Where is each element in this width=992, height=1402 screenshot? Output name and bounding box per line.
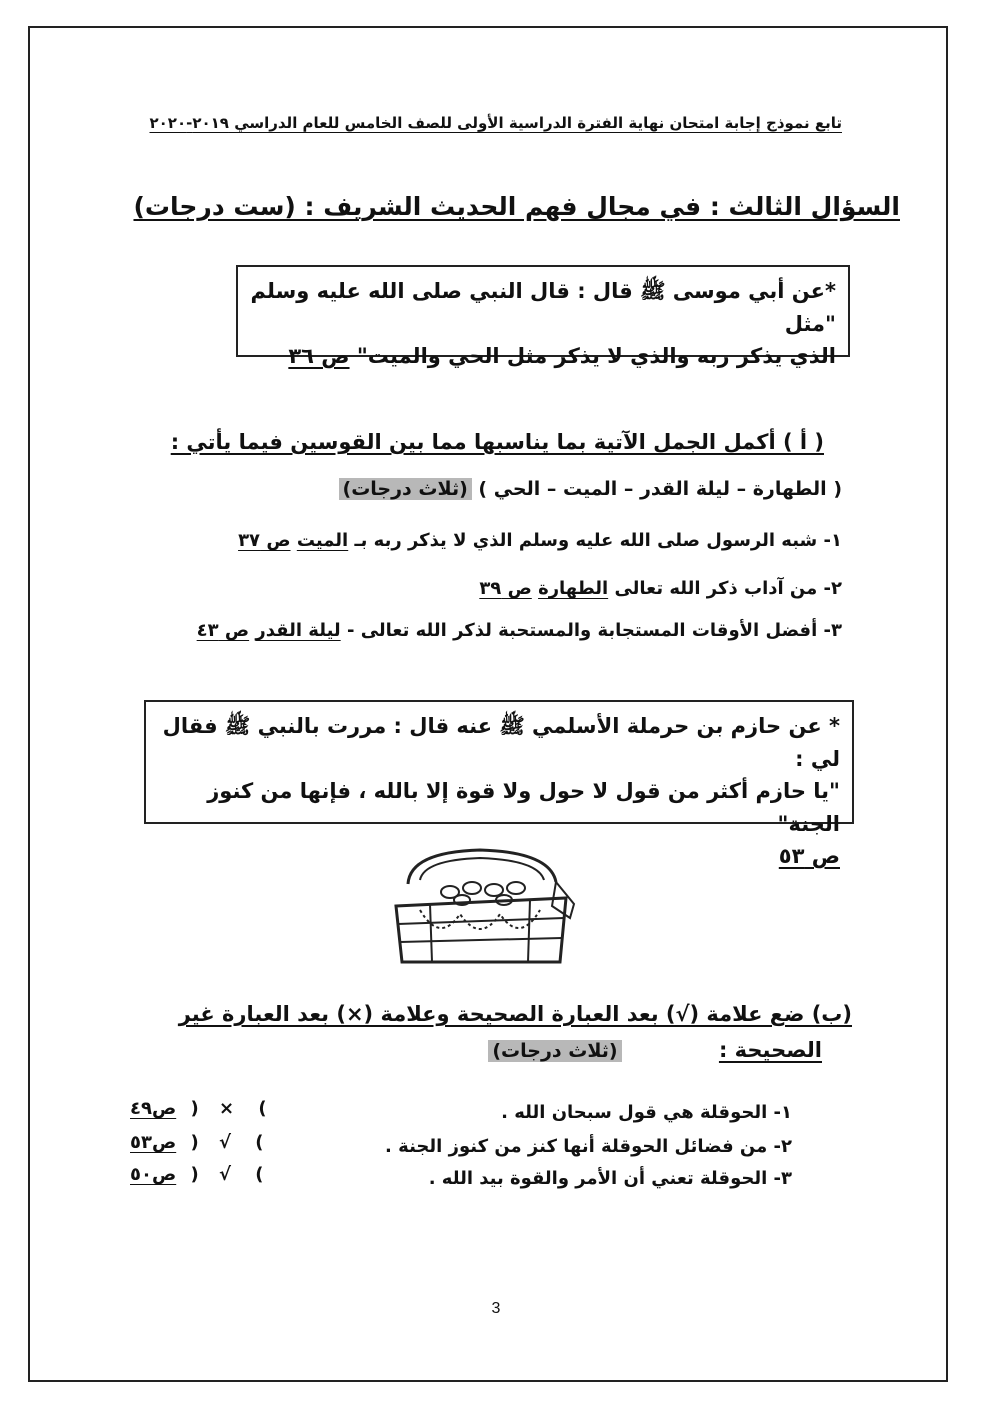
open-paren: ) xyxy=(190,1132,199,1153)
part-b-title-line2-row xyxy=(488,1038,822,1062)
hadith2-line1: * عن حازم بن حرملة الأسلمي ﷺ عنه قال : مررت بالنبي ﷺ فقال لي : xyxy=(162,714,840,771)
item-ref: ص ٣٩ xyxy=(479,578,532,599)
part-b-item-1-answer xyxy=(130,1098,280,1119)
open-paren: ) xyxy=(190,1164,199,1185)
close-paren: ( xyxy=(258,1098,267,1119)
item-ref: ص ٣٧ xyxy=(238,530,291,551)
hadith2-line2: "يا حازم أكثر من قول لا حول ولا قوة إلا بالله ، فإنها من كنوز الجنة" xyxy=(207,779,840,836)
part-b-item-2-text: ٢- من فضائل الحوقلة أنها كنز من كنوز الجنة . xyxy=(385,1136,792,1157)
part-b-item-3-answer xyxy=(130,1164,280,1185)
part-b-item-1-text: ١- الحوقلة هي قول سبحان الله . xyxy=(501,1102,792,1123)
treasure-chest-icon xyxy=(380,844,580,968)
hadith1-line2-row xyxy=(250,340,836,373)
item-text: ١- شبه الرسول صلى الله عليه وسلم الذي لا يذكر ربه بـ xyxy=(354,530,842,551)
hadith1-page-ref: ص ٣٦ xyxy=(288,344,350,369)
question-title: السؤال الثالث : في مجال فهم الحديث الشريف : (ست درجات) xyxy=(133,192,900,221)
open-paren: ) xyxy=(190,1098,199,1119)
hadith-box-1 xyxy=(236,265,850,369)
part-b-item-3-text: ٣- الحوقلة تعني أن الأمر والقوة بيد الله . xyxy=(428,1168,792,1189)
hadith1-line2: الذي يذكر ربه والذي لا يذكر مثل الحي والميت" xyxy=(356,344,836,369)
part-a-item-1 xyxy=(238,530,842,551)
part-b-marks: (ثلاث درجات) xyxy=(488,1040,621,1062)
item-ref: ص٥٠ xyxy=(130,1164,177,1185)
part-b-title-line1: (ب) ضع علامة (√) بعد العبارة الصحيحة وعلامة (×) بعد العبارة غير xyxy=(178,1002,852,1026)
part-a-title: ( أ ) أكمل الجمل الآتية بما يناسبها مما بين القوسين فيما يأتي : xyxy=(170,430,824,454)
hadith2-page-ref: ص ٥٣ xyxy=(778,844,840,869)
item-text: ٣- أفضل الأوقات المستجابة والمستحبة لذكر الله تعالى - xyxy=(346,620,842,641)
item-answer: ليلة القدر xyxy=(255,620,341,641)
part-a-choices-row xyxy=(339,478,842,500)
item-ref: ص٥٣ xyxy=(130,1132,177,1153)
part-a-item-2 xyxy=(479,578,842,599)
item-answer: الطهارة xyxy=(538,578,609,599)
close-paren: ( xyxy=(255,1132,264,1153)
hadith-box-2 xyxy=(144,700,854,869)
part-a-choices: ( الطهارة – ليلة القدر – الميت – الحي ) xyxy=(478,478,842,500)
item-ref: ص٤٩ xyxy=(130,1098,177,1119)
header-title: تابع نموذج إجابة امتحان نهاية الفترة الدراسية الأولى للصف الخامس للعام الدراسي ٢٠١٩-٢٠٢٠ xyxy=(149,114,842,132)
page-number: 3 xyxy=(491,1300,501,1317)
part-a-item-3 xyxy=(197,620,842,641)
hadith1-line1: *عن أبي موسى ﷺ قال : قال النبي صلى الله عليه وسلم "مثل xyxy=(250,279,836,336)
answer-mark: √ xyxy=(219,1164,232,1185)
item-answer: الميت xyxy=(296,530,349,551)
close-paren: ( xyxy=(255,1164,264,1185)
part-b-title-line2: الصحيحة : xyxy=(718,1038,822,1062)
answer-mark: √ xyxy=(219,1132,232,1153)
part-b-item-2-answer xyxy=(130,1132,280,1153)
part-a-marks: (ثلاث درجات) xyxy=(339,478,472,500)
item-ref: ص ٤٣ xyxy=(196,620,250,641)
item-text: ٢- من آداب ذكر الله تعالى xyxy=(614,578,842,599)
answer-mark: × xyxy=(219,1098,235,1119)
